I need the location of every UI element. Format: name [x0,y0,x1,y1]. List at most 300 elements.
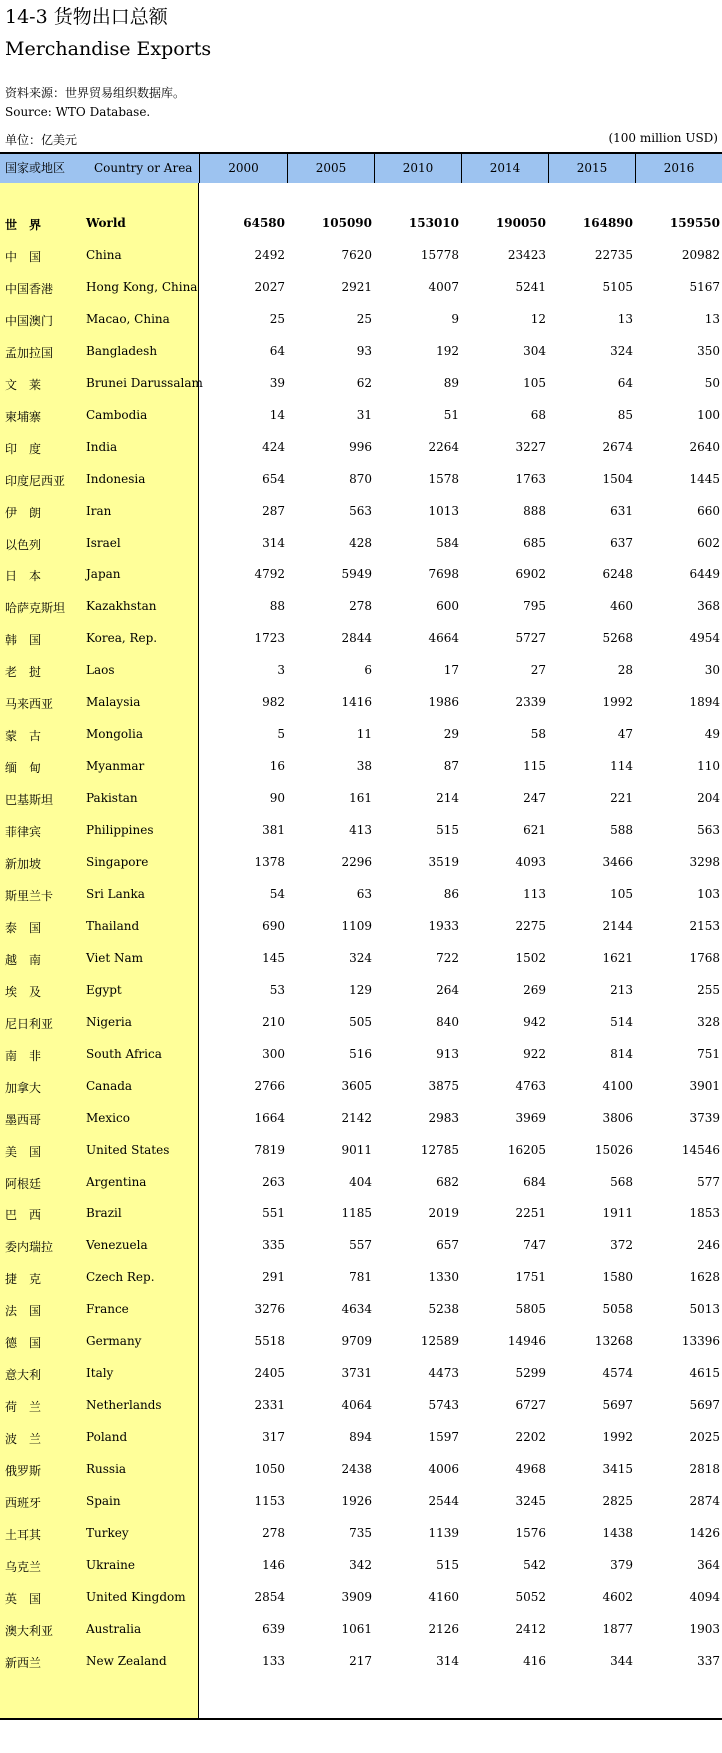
country-name-en: Argentina [86,1174,147,1189]
value-cell-2000: 551 [262,1206,285,1221]
country-name-en: South Africa [86,1046,162,1061]
country-name-en: Brazil [86,1206,122,1221]
value-cell-2005: 557 [349,1238,372,1253]
value-cell-2016: 3901 [689,1078,720,1093]
value-cell-2014: 2275 [515,918,546,933]
value-cell-2014: 113 [523,886,546,901]
table-row [0,1646,722,1678]
value-cell-2005: 1185 [341,1206,372,1221]
value-cell-2005: 1061 [341,1621,372,1636]
country-name-en: Spain [86,1494,121,1508]
table-row [0,464,722,496]
value-cell-2015: 372 [610,1238,633,1253]
table-row [0,368,722,400]
value-cell-2014: 12 [530,311,546,326]
value-cell-2016: 5167 [689,279,720,294]
value-cell-2010: 87 [443,759,459,774]
value-cell-2015: 114 [610,759,633,774]
value-cell-2005: 1926 [341,1494,372,1508]
country-name-en: Laos [86,663,115,678]
value-cell-2005: 7620 [341,247,372,262]
value-cell-2010: 1330 [428,1270,459,1285]
value-cell-2015: 5105 [602,279,633,294]
value-cell-2016: 13396 [681,1334,720,1349]
value-cell-2014: 5805 [515,1302,546,1317]
value-cell-2010: 3875 [428,1078,459,1093]
table-row [0,496,722,528]
value-cell-2015: 344 [610,1653,633,1668]
value-cell-2000: 3 [277,663,285,678]
header-country-cn: 国家或地区 [5,161,66,175]
value-cell-2014: 14946 [507,1334,546,1349]
value-cell-2016: 1853 [689,1206,720,1221]
value-cell-2000: 278 [262,1525,285,1540]
value-cell-2014: 2412 [515,1621,546,1636]
value-cell-2010: 657 [436,1238,459,1253]
value-cell-2014: 747 [523,1238,546,1253]
table-row [0,1007,722,1039]
value-cell-2014: 795 [523,599,546,614]
country-name-cn: 南 非 [5,1048,42,1063]
value-cell-2010: 314 [436,1653,459,1668]
value-cell-2014: 5299 [515,1366,546,1381]
value-cell-2015: 514 [610,1014,633,1029]
value-cell-2005: 516 [349,1046,372,1061]
value-cell-2000: 639 [262,1621,285,1636]
value-cell-2014: 542 [523,1557,546,1572]
value-cell-2014: 5052 [515,1589,546,1604]
value-cell-2005: 62 [356,375,372,390]
value-cell-2010: 682 [436,1174,459,1189]
value-cell-2005: 161 [349,791,372,806]
table-row [0,751,722,783]
value-cell-2005: 5949 [341,567,372,582]
country-name-cn: 巴基斯坦 [5,793,54,808]
table-row [0,336,722,368]
value-cell-2005: 278 [349,599,372,614]
table-row [0,655,722,687]
value-cell-2016: 2025 [689,1430,720,1445]
table-row [0,687,722,719]
country-name-cn: 哈萨克斯坦 [5,601,66,616]
value-cell-2016: 14546 [681,1142,720,1157]
table-row [0,1358,722,1390]
value-cell-2016: 3298 [689,855,720,869]
value-cell-2016: 49 [704,727,720,742]
value-cell-2010: 722 [436,950,459,965]
country-name-en: Venezuela [86,1238,148,1253]
value-cell-2010: 2264 [428,439,459,454]
value-cell-2005: 4634 [341,1302,372,1317]
value-cell-2016: 5013 [689,1302,720,1317]
country-name-cn: 委内瑞拉 [5,1240,54,1255]
value-cell-2010: 12785 [420,1142,459,1157]
value-cell-2016: 4615 [689,1366,720,1381]
country-name-en: France [86,1302,129,1317]
value-cell-2015: 28 [617,663,633,678]
country-name-cn: 乌克兰 [5,1559,42,1574]
value-cell-2015: 6248 [602,567,633,582]
value-cell-2010: 4007 [428,279,459,294]
value-cell-2015: 1621 [602,950,633,965]
value-cell-2000: 424 [262,439,285,454]
value-cell-2014: 58 [530,727,546,742]
value-cell-2014: 1502 [515,950,546,965]
value-cell-2000: 314 [262,535,285,550]
country-name-en: Ukraine [86,1557,135,1572]
value-cell-2010: 600 [436,599,459,614]
value-cell-2000: 7819 [254,1142,285,1157]
country-name-cn: 英 国 [5,1591,42,1606]
source-note-cn: 资料来源：世界贸易组织数据库。 [5,86,186,100]
value-cell-2000: 4792 [254,567,285,582]
country-name-cn: 埃 及 [5,984,42,999]
country-name-en: Israel [86,535,121,550]
table-row [0,1518,722,1550]
value-cell-2000: 654 [262,471,285,486]
value-cell-2014: 3227 [515,439,546,454]
value-cell-2014: 5727 [515,631,546,646]
value-cell-2000: 25 [269,311,285,326]
value-cell-2014: 247 [523,791,546,806]
value-cell-2015: 4602 [602,1589,633,1604]
value-cell-2000: 263 [262,1174,285,1189]
country-name-en: Czech Rep. [86,1270,155,1285]
value-cell-2000: 2766 [254,1078,285,1093]
value-cell-2000: 5518 [254,1334,285,1349]
header-year-2016: 2016 [635,154,722,183]
value-cell-2015: 213 [610,982,633,997]
value-cell-2005: 1109 [341,918,372,933]
value-cell-2000: 146 [262,1557,285,1572]
country-name-cn: 菲律宾 [5,825,42,840]
table-row [0,911,722,943]
value-cell-2014: 105 [523,375,546,390]
value-cell-2014: 4763 [515,1078,546,1093]
country-name-cn: 日 本 [5,569,42,584]
country-name-cn: 俄罗斯 [5,1464,42,1479]
value-cell-2010: 89 [443,375,459,390]
value-cell-2005: 563 [349,503,372,518]
value-cell-2015: 568 [610,1174,633,1189]
country-name-en: Poland [86,1430,128,1445]
value-cell-2005: 129 [349,982,372,997]
value-cell-2015: 13 [617,311,633,326]
country-name-en: Thailand [86,918,140,933]
value-cell-2000: 982 [262,695,285,710]
unit-label-cn: 单位：亿美元 [5,133,78,147]
country-name-cn: 世 界 [5,218,42,232]
country-name-cn: 土耳其 [5,1527,42,1542]
header-year-2014: 2014 [461,154,548,183]
table-row [0,1103,722,1135]
country-name-cn: 蒙 古 [5,729,42,744]
value-cell-2000: 1153 [254,1494,285,1508]
value-cell-2016: 563 [697,823,720,838]
value-cell-2014: 68 [530,407,546,422]
value-cell-2000: 133 [262,1653,285,1668]
value-cell-2000: 1664 [254,1110,285,1125]
value-cell-2016: 2874 [689,1494,720,1508]
value-cell-2016: 1426 [689,1525,720,1540]
value-cell-2010: 4160 [428,1589,459,1604]
country-name-en: China [86,247,122,262]
value-cell-2010: 214 [436,791,459,806]
value-cell-2010: 2019 [428,1206,459,1221]
value-cell-2014: 922 [523,1046,546,1061]
value-cell-2014: 304 [523,343,546,358]
value-cell-2000: 381 [262,823,285,838]
value-cell-2016: 660 [697,503,720,518]
value-cell-2014: 942 [523,1014,546,1029]
table-row [0,1582,722,1614]
value-cell-2015: 47 [617,727,633,742]
table-header [0,152,722,183]
header-year-2000: 2000 [199,154,287,183]
value-cell-2005: 781 [349,1270,372,1285]
value-cell-2014: 4968 [515,1462,546,1477]
value-cell-2000: 690 [262,918,285,933]
country-name-cn: 尼日利亚 [5,1016,54,1031]
value-cell-2010: 1013 [428,503,459,518]
value-cell-2015: 3806 [602,1110,633,1125]
value-cell-2010: 7698 [428,567,459,582]
country-name-en: Mexico [86,1110,130,1125]
value-cell-2014: 190050 [495,216,546,230]
table-row [0,1262,722,1294]
country-name-en: Italy [86,1366,114,1381]
value-cell-2000: 64580 [243,216,285,230]
value-cell-2014: 5241 [515,279,546,294]
value-cell-2000: 16 [269,759,285,774]
value-cell-2015: 1992 [602,1430,633,1445]
header-year-2005: 2005 [287,154,374,183]
value-cell-2010: 9 [451,311,459,326]
table-row [0,975,722,1007]
table-row [0,1198,722,1230]
value-cell-2016: 2153 [689,918,720,933]
value-cell-2010: 2544 [428,1494,459,1508]
value-cell-2015: 64 [617,375,633,390]
country-name-cn: 越 南 [5,952,42,967]
value-cell-2015: 1504 [602,471,633,486]
country-name-en: Japan [86,567,121,582]
table-row [0,847,722,879]
country-name-cn: 柬埔寨 [5,409,42,424]
value-cell-2014: 269 [523,982,546,997]
value-cell-2016: 1903 [689,1621,720,1636]
table-row [0,1614,722,1646]
value-cell-2000: 53 [269,982,285,997]
value-cell-2010: 51 [443,407,459,422]
country-name-en: United Kingdom [86,1589,186,1604]
header-year-2010: 2010 [374,154,461,183]
country-name-en: Russia [86,1462,127,1477]
country-name-en: Mongolia [86,727,143,742]
value-cell-2015: 85 [617,407,633,422]
table-row [0,1071,722,1103]
table-row [0,272,722,304]
country-name-en: Korea, Rep. [86,631,158,646]
table-row [0,815,722,847]
table-row [0,1167,722,1199]
value-cell-2000: 335 [262,1238,285,1253]
value-cell-2016: 13 [704,311,720,326]
value-cell-2014: 1751 [515,1270,546,1285]
value-cell-2000: 88 [269,599,285,614]
value-cell-2014: 3245 [515,1494,546,1508]
country-name-en: Kazakhstan [86,599,157,614]
value-cell-2000: 14 [269,407,285,422]
country-name-en: Netherlands [86,1398,162,1413]
value-cell-2010: 5743 [428,1398,459,1413]
country-name-en: Brunei Darussalam [86,375,203,390]
country-name-cn: 斯里兰卡 [5,888,54,903]
country-name-cn: 加拿大 [5,1080,42,1095]
country-name-cn: 阿根廷 [5,1176,42,1191]
value-cell-2014: 27 [530,663,546,678]
value-cell-2016: 30 [704,663,720,678]
value-cell-2015: 814 [610,1046,633,1061]
value-cell-2016: 1768 [689,950,720,965]
value-cell-2015: 221 [610,791,633,806]
value-cell-2005: 6 [364,663,372,678]
value-cell-2016: 577 [697,1174,720,1189]
value-cell-2010: 3519 [428,855,459,869]
value-cell-2010: 2126 [428,1621,459,1636]
value-cell-2000: 300 [262,1046,285,1061]
value-cell-2015: 3466 [602,855,633,869]
country-name-cn: 捷 克 [5,1272,42,1287]
value-cell-2015: 637 [610,535,633,550]
country-name-cn: 以色列 [5,537,42,552]
value-cell-2014: 2339 [515,695,546,710]
value-cell-2015: 460 [610,599,633,614]
table-row [0,1135,722,1167]
value-cell-2000: 3276 [254,1302,285,1317]
value-cell-2015: 324 [610,343,633,358]
value-cell-2010: 29 [443,727,459,742]
table-row [0,1230,722,1262]
value-cell-2010: 192 [436,343,459,358]
page-subtitle: Merchandise Exports [5,38,212,60]
value-cell-2010: 1986 [428,695,459,710]
value-cell-2005: 505 [349,1014,372,1029]
value-cell-2010: 1139 [428,1525,459,1540]
table-row [0,1486,722,1518]
country-name-en: Viet Nam [86,950,144,965]
value-cell-2005: 3605 [341,1078,372,1093]
value-cell-2005: 4064 [341,1398,372,1413]
value-cell-2005: 894 [349,1430,372,1445]
value-cell-2016: 204 [697,791,720,806]
value-cell-2015: 1438 [602,1525,633,1540]
country-name-cn: 印度尼西亚 [5,473,66,488]
value-cell-2015: 1911 [602,1206,633,1221]
value-cell-2000: 145 [262,950,285,965]
country-name-cn: 美 国 [5,1144,42,1159]
value-cell-2005: 38 [356,759,372,774]
value-cell-2016: 4094 [689,1589,720,1604]
country-name-cn: 中国澳门 [5,313,54,328]
value-cell-2015: 4100 [602,1078,633,1093]
header-country-en: Country or Area [94,161,193,175]
country-name-en: New Zealand [86,1653,167,1668]
country-name-cn: 法 国 [5,1304,42,1319]
value-cell-2000: 1378 [254,855,285,869]
value-cell-2005: 2142 [341,1110,372,1125]
country-name-en: Macao, China [86,311,170,326]
country-name-cn: 澳大利亚 [5,1623,54,1638]
value-cell-2005: 2296 [341,855,372,869]
value-cell-2015: 5058 [602,1302,633,1317]
value-cell-2014: 888 [523,503,546,518]
country-name-cn: 伊 朗 [5,505,42,520]
table-row [0,879,722,911]
value-cell-2016: 6449 [689,567,720,582]
value-cell-2016: 602 [697,535,720,550]
source-note-en: Source: WTO Database. [5,105,151,119]
country-name-en: Sri Lanka [86,886,145,901]
value-cell-2000: 2492 [254,247,285,262]
value-cell-2010: 1578 [428,471,459,486]
value-cell-2015: 4574 [602,1366,633,1381]
value-cell-2005: 93 [356,343,372,358]
unit-label-en: (100 million USD) [608,131,718,145]
value-cell-2015: 2825 [602,1494,633,1508]
country-name-cn: 韩 国 [5,633,42,648]
value-cell-2016: 350 [697,343,720,358]
value-cell-2005: 3731 [341,1366,372,1381]
value-cell-2016: 4954 [689,631,720,646]
table-row [0,719,722,751]
value-cell-2014: 6727 [515,1398,546,1413]
country-name-en: Indonesia [86,471,146,486]
value-cell-2000: 64 [269,343,285,358]
value-cell-2014: 23423 [507,247,546,262]
value-cell-2010: 840 [436,1014,459,1029]
country-name-en: Singapore [86,855,149,869]
value-cell-2010: 4006 [428,1462,459,1477]
value-cell-2005: 342 [349,1557,372,1572]
value-cell-2005: 3909 [341,1589,372,1604]
table-bottom-rule [0,1718,722,1720]
table-row [0,943,722,975]
table-row [0,304,722,336]
country-name-en: Bangladesh [86,343,158,358]
country-name-en: Turkey [86,1525,129,1540]
value-cell-2016: 255 [697,982,720,997]
value-cell-2010: 86 [443,886,459,901]
value-cell-2015: 5268 [602,631,633,646]
value-cell-2005: 996 [349,439,372,454]
value-cell-2016: 1628 [689,1270,720,1285]
value-cell-2015: 2144 [602,918,633,933]
header-year-2015: 2015 [548,154,635,183]
value-cell-2005: 11 [356,727,372,742]
value-cell-2015: 1877 [602,1621,633,1636]
value-cell-2005: 9011 [341,1142,372,1157]
table-row [0,1039,722,1071]
value-cell-2016: 3739 [689,1110,720,1125]
country-name-cn: 波 兰 [5,1432,42,1447]
table-row [0,1294,722,1326]
country-name-en: Myanmar [86,759,145,774]
value-cell-2016: 2818 [689,1462,720,1477]
value-cell-2005: 870 [349,471,372,486]
value-cell-2000: 2027 [254,279,285,294]
value-cell-2010: 515 [436,823,459,838]
